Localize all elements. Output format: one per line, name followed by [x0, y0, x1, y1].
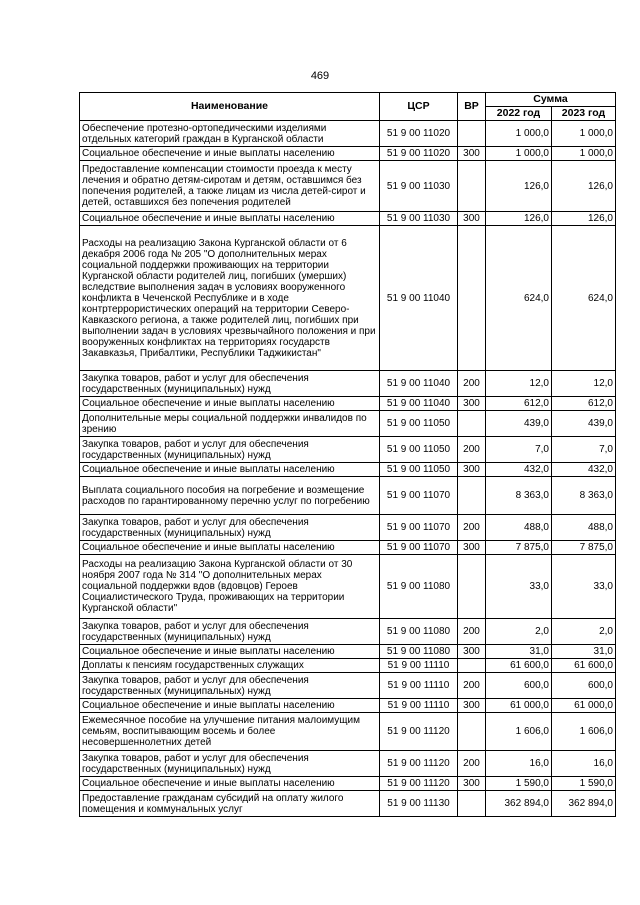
- row-vr: 300: [458, 212, 486, 226]
- row-amount-2023: 362 894,0: [552, 791, 616, 817]
- row-vr: [458, 161, 486, 212]
- header-csr: ЦСР: [380, 93, 458, 121]
- row-amount-2022: 2,0: [486, 619, 552, 645]
- table-row: [80, 121, 616, 147]
- row-csr: 51 9 00 11080: [380, 555, 458, 619]
- row-csr: 51 9 00 11020: [380, 121, 458, 147]
- row-vr: 200: [458, 515, 486, 541]
- table-row: [80, 161, 616, 212]
- row-name: Расходы на реализацию Закона Курганской области от 30 ноября 2007 года № 314 "О дополнительных мерах социальной поддержки вдов (вдовцов) Героев Социалистического Труда, проживающих на территории Курганской области": [80, 555, 380, 619]
- row-amount-2022: 33,0: [486, 555, 552, 619]
- table-row: [80, 673, 616, 699]
- table-row: [80, 397, 616, 411]
- header-vr: ВР: [458, 93, 486, 121]
- row-amount-2023: 16,0: [552, 751, 616, 777]
- row-name: Закупка товаров, работ и услуг для обеспечения государственных (муниципальных) нужд: [80, 437, 380, 463]
- table-row: [80, 515, 616, 541]
- row-vr: 200: [458, 619, 486, 645]
- row-amount-2023: 33,0: [552, 555, 616, 619]
- page-number: 469: [310, 70, 330, 82]
- row-name: Социальное обеспечение и иные выплаты населению: [80, 699, 380, 713]
- row-amount-2022: 16,0: [486, 751, 552, 777]
- row-amount-2022: 61 600,0: [486, 659, 552, 673]
- row-name: Закупка товаров, работ и услуг для обеспечения государственных (муниципальных) нужд: [80, 515, 380, 541]
- row-vr: 300: [458, 699, 486, 713]
- row-vr: 300: [458, 645, 486, 659]
- row-vr: [458, 411, 486, 437]
- row-amount-2023: 432,0: [552, 463, 616, 477]
- row-name: Ежемесячное пособие на улучшение питания малоимущим семьям, воспитывающим восемь и более несовершеннолетних детей: [80, 713, 380, 751]
- table-row: [80, 645, 616, 659]
- row-vr: 300: [458, 397, 486, 411]
- row-amount-2022: 7 875,0: [486, 541, 552, 555]
- table-row: [80, 713, 616, 751]
- table-row: [80, 477, 616, 515]
- row-name: Закупка товаров, работ и услуг для обеспечения государственных (муниципальных) нужд: [80, 673, 380, 699]
- table-row: [80, 791, 616, 817]
- row-amount-2023: 1 590,0: [552, 777, 616, 791]
- row-amount-2022: 600,0: [486, 673, 552, 699]
- row-name: Социальное обеспечение и иные выплаты населению: [80, 645, 380, 659]
- row-csr: 51 9 00 11120: [380, 777, 458, 791]
- row-csr: 51 9 00 11070: [380, 541, 458, 555]
- table-row: [80, 777, 616, 791]
- table-header: [80, 93, 616, 121]
- table-row: [80, 437, 616, 463]
- row-name: Закупка товаров, работ и услуг для обеспечения государственных (муниципальных) нужд: [80, 619, 380, 645]
- table-row: [80, 212, 616, 226]
- row-amount-2022: 439,0: [486, 411, 552, 437]
- row-amount-2022: 126,0: [486, 212, 552, 226]
- row-csr: 51 9 00 11050: [380, 463, 458, 477]
- row-vr: 200: [458, 751, 486, 777]
- row-csr: 51 9 00 11030: [380, 161, 458, 212]
- table-body: [80, 121, 616, 817]
- row-name: Закупка товаров, работ и услуг для обеспечения государственных (муниципальных) нужд: [80, 751, 380, 777]
- row-amount-2023: 31,0: [552, 645, 616, 659]
- row-amount-2022: 12,0: [486, 371, 552, 397]
- row-name: Предоставление гражданам субсидий на оплату жилого помещения и коммунальных услуг: [80, 791, 380, 817]
- row-vr: [458, 791, 486, 817]
- row-amount-2023: 61 000,0: [552, 699, 616, 713]
- row-name: Дополнительные меры социальной поддержки инвалидов по зрению: [80, 411, 380, 437]
- row-csr: 51 9 00 11130: [380, 791, 458, 817]
- row-amount-2023: 488,0: [552, 515, 616, 541]
- row-name: Расходы на реализацию Закона Курганской области от 6 декабря 2006 года № 205 "О дополнительных мерах социальной поддержки проживающих на территории Курганской области родителей лиц, погибших (умерших) вследствие выполнения задач в условиях вооруженного конфликта в Чеченской Республике и в ходе контртеррористических операций на территории Северо-Кавказского региона, а также родителей лиц, погибших при выполнении задач в условиях чрезвычайного положения и при вооруженных конфликтах на территориях государств Закавказья, Прибалтики, Республики Таджикистан": [80, 226, 380, 371]
- row-vr: 200: [458, 371, 486, 397]
- row-csr: 51 9 00 11050: [380, 411, 458, 437]
- row-name: Социальное обеспечение и иные выплаты населению: [80, 397, 380, 411]
- row-csr: 51 9 00 11040: [380, 397, 458, 411]
- row-name: Закупка товаров, работ и услуг для обеспечения государственных (муниципальных) нужд: [80, 371, 380, 397]
- row-name: Обеспечение протезно-ортопедическими изделиями отдельных категорий граждан в Курганской области: [80, 121, 380, 147]
- row-amount-2023: 126,0: [552, 212, 616, 226]
- table-row: [80, 751, 616, 777]
- table-row: [80, 699, 616, 713]
- table-row: [80, 555, 616, 619]
- row-name: Социальное обеспечение и иные выплаты населению: [80, 147, 380, 161]
- row-amount-2023: 624,0: [552, 226, 616, 371]
- row-csr: 51 9 00 11080: [380, 619, 458, 645]
- row-amount-2022: 1 606,0: [486, 713, 552, 751]
- row-amount-2022: 1 000,0: [486, 121, 552, 147]
- row-amount-2023: 8 363,0: [552, 477, 616, 515]
- table-row: [80, 619, 616, 645]
- row-csr: 51 9 00 11110: [380, 659, 458, 673]
- row-csr: 51 9 00 11080: [380, 645, 458, 659]
- row-name: Социальное обеспечение и иные выплаты населению: [80, 212, 380, 226]
- row-amount-2022: 488,0: [486, 515, 552, 541]
- row-name: Доплаты к пенсиям государственных служащих: [80, 659, 380, 673]
- row-csr: 51 9 00 11020: [380, 147, 458, 161]
- table-row: [80, 463, 616, 477]
- row-csr: 51 9 00 11070: [380, 515, 458, 541]
- row-csr: 51 9 00 11120: [380, 751, 458, 777]
- row-name: Выплата социального пособия на погребение и возмещение расходов по гарантированному перечню услуг по погребению: [80, 477, 380, 515]
- row-amount-2023: 1 606,0: [552, 713, 616, 751]
- row-amount-2023: 61 600,0: [552, 659, 616, 673]
- header-year-2023: 2023 год: [552, 107, 616, 121]
- header-name: Наименование: [80, 93, 380, 121]
- row-vr: 200: [458, 673, 486, 699]
- row-amount-2022: 126,0: [486, 161, 552, 212]
- row-amount-2022: 8 363,0: [486, 477, 552, 515]
- row-vr: 300: [458, 777, 486, 791]
- header-sum: Сумма: [486, 93, 616, 107]
- row-amount-2022: 432,0: [486, 463, 552, 477]
- table-row: [80, 147, 616, 161]
- row-csr: 51 9 00 11110: [380, 699, 458, 713]
- row-vr: [458, 477, 486, 515]
- row-csr: 51 9 00 11120: [380, 713, 458, 751]
- row-csr: 51 9 00 11030: [380, 212, 458, 226]
- row-vr: [458, 555, 486, 619]
- row-csr: 51 9 00 11040: [380, 371, 458, 397]
- row-vr: [458, 713, 486, 751]
- row-csr: 51 9 00 11040: [380, 226, 458, 371]
- table-row: [80, 541, 616, 555]
- budget-table: [79, 92, 616, 817]
- row-vr: 300: [458, 541, 486, 555]
- row-amount-2023: 126,0: [552, 161, 616, 212]
- row-vr: 300: [458, 463, 486, 477]
- row-vr: 300: [458, 147, 486, 161]
- row-amount-2023: 612,0: [552, 397, 616, 411]
- row-name: Предоставление компенсации стоимости проезда к месту лечения и обратно детям-сиротам и детям, оставшимся без попечения родителей, а также лицам из числа детей-сирот и детей, оставшихся без попечения родителей: [80, 161, 380, 212]
- row-amount-2022: 7,0: [486, 437, 552, 463]
- row-amount-2023: 7 875,0: [552, 541, 616, 555]
- row-amount-2022: 1 590,0: [486, 777, 552, 791]
- row-amount-2023: 1 000,0: [552, 121, 616, 147]
- header-year-2022: 2022 год: [486, 107, 552, 121]
- row-amount-2022: 362 894,0: [486, 791, 552, 817]
- row-csr: 51 9 00 11070: [380, 477, 458, 515]
- row-amount-2023: 1 000,0: [552, 147, 616, 161]
- row-amount-2023: 439,0: [552, 411, 616, 437]
- row-vr: [458, 226, 486, 371]
- row-amount-2023: 2,0: [552, 619, 616, 645]
- row-name: Социальное обеспечение и иные выплаты населению: [80, 463, 380, 477]
- row-csr: 51 9 00 11050: [380, 437, 458, 463]
- row-vr: 200: [458, 437, 486, 463]
- row-vr: [458, 121, 486, 147]
- row-vr: [458, 659, 486, 673]
- row-name: Социальное обеспечение и иные выплаты населению: [80, 541, 380, 555]
- table-row: [80, 411, 616, 437]
- row-amount-2023: 600,0: [552, 673, 616, 699]
- row-name: Социальное обеспечение и иные выплаты населению: [80, 777, 380, 791]
- row-csr: 51 9 00 11110: [380, 673, 458, 699]
- row-amount-2023: 7,0: [552, 437, 616, 463]
- row-amount-2022: 1 000,0: [486, 147, 552, 161]
- row-amount-2022: 61 000,0: [486, 699, 552, 713]
- table-row: [80, 226, 616, 371]
- table-row: [80, 371, 616, 397]
- row-amount-2022: 612,0: [486, 397, 552, 411]
- row-amount-2023: 12,0: [552, 371, 616, 397]
- row-amount-2022: 624,0: [486, 226, 552, 371]
- row-amount-2022: 31,0: [486, 645, 552, 659]
- table-row: [80, 659, 616, 673]
